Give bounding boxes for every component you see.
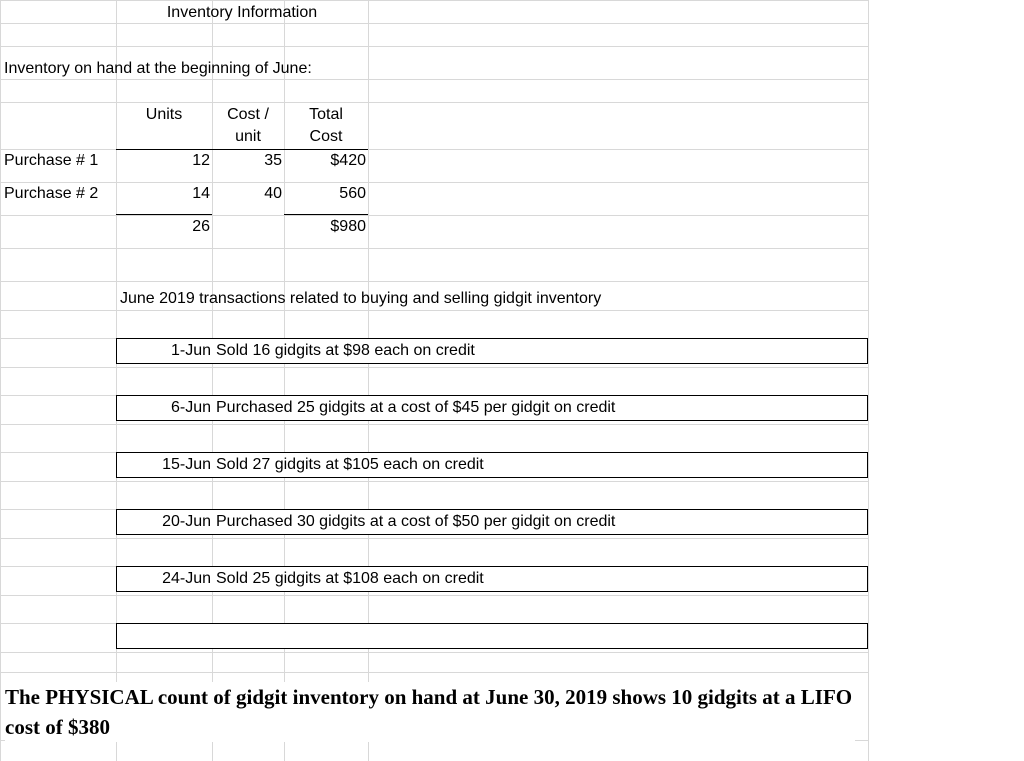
- transaction-row[interactable]: [116, 338, 868, 364]
- gridline-horizontal: [0, 367, 868, 368]
- sheet-title[interactable]: Inventory Information: [166, 4, 318, 21]
- total-cost-header-line2: Cost: [309, 128, 343, 145]
- transaction-row[interactable]: [116, 509, 868, 535]
- transaction-row[interactable]: [116, 566, 868, 592]
- gridline-horizontal: [0, 182, 868, 183]
- gridline-horizontal: [0, 538, 868, 539]
- transaction-row[interactable]: [116, 452, 868, 478]
- gridline-horizontal: [0, 79, 868, 80]
- gridline-horizontal: [0, 310, 868, 311]
- gridline-horizontal: [0, 0, 868, 1]
- cost-per-unit-header-line1[interactable]: Cost /: [227, 106, 269, 123]
- cost-per-unit-header-line2: unit: [235, 128, 261, 145]
- gridline-horizontal: [0, 424, 868, 425]
- beginning-inventory-label[interactable]: Inventory on hand at the beginning of June:: [4, 60, 312, 77]
- transaction-description: Sold 25 gidgits at $108 each on credit: [216, 570, 484, 587]
- transaction-row[interactable]: [116, 395, 868, 421]
- gridline-horizontal: [0, 102, 868, 103]
- gridline-horizontal: [0, 672, 868, 673]
- gridline-horizontal: [0, 46, 868, 47]
- transaction-row-empty[interactable]: [116, 623, 868, 649]
- purchase-1-units[interactable]: 12: [192, 152, 210, 169]
- total-units[interactable]: 26: [192, 218, 210, 235]
- total-cost-header-line1[interactable]: Total: [309, 106, 343, 123]
- units-total-underline: [116, 214, 212, 215]
- transaction-date: 24-Jun: [162, 570, 211, 587]
- purchase-2-units[interactable]: 14: [192, 185, 210, 202]
- gridline-horizontal: [0, 481, 868, 482]
- units-header[interactable]: Units: [145, 106, 183, 123]
- purchase-2-label[interactable]: Purchase # 2: [4, 185, 99, 202]
- transaction-date: 1-Jun: [170, 342, 211, 359]
- header-underline: [116, 149, 368, 150]
- purchase-1-label[interactable]: Purchase # 1: [4, 152, 99, 169]
- transaction-date: 6-Jun: [170, 399, 211, 416]
- purchase-2-cost[interactable]: 40: [264, 185, 282, 202]
- purchase-1-cost[interactable]: 35: [264, 152, 282, 169]
- gridline-horizontal: [0, 248, 868, 249]
- total-cost[interactable]: $980: [330, 218, 366, 235]
- gridline-horizontal: [0, 652, 868, 653]
- transaction-description: Sold 27 gidgits at $105 each on credit: [216, 456, 484, 473]
- gridline-horizontal: [0, 595, 868, 596]
- cost-total-underline: [284, 214, 368, 215]
- transaction-description: Purchased 25 gidgits at a cost of $45 per gidgit on credit: [216, 399, 616, 416]
- gridline-horizontal: [0, 281, 868, 282]
- gridline-horizontal: [0, 215, 868, 216]
- transaction-date: 20-Jun: [162, 513, 211, 530]
- transaction-description: Purchased 30 gidgits at a cost of $50 per gidgit on credit: [216, 513, 616, 530]
- physical-count-note[interactable]: The PHYSICAL count of gidgit inventory on hand at June 30, 2019 shows 10 gidgits at a LIFO cost of $380: [5, 682, 855, 742]
- transactions-heading[interactable]: June 2019 transactions related to buying and selling gidgit inventory: [120, 290, 602, 307]
- transaction-description: Sold 16 gidgits at $98 each on credit: [216, 342, 475, 359]
- purchase-2-total[interactable]: 560: [339, 185, 366, 202]
- gridline-vertical: [0, 0, 1, 761]
- purchase-1-total[interactable]: $420: [330, 152, 366, 169]
- transaction-date: 15-Jun: [162, 456, 211, 473]
- gridline-vertical: [868, 0, 869, 761]
- gridline-horizontal: [0, 23, 868, 24]
